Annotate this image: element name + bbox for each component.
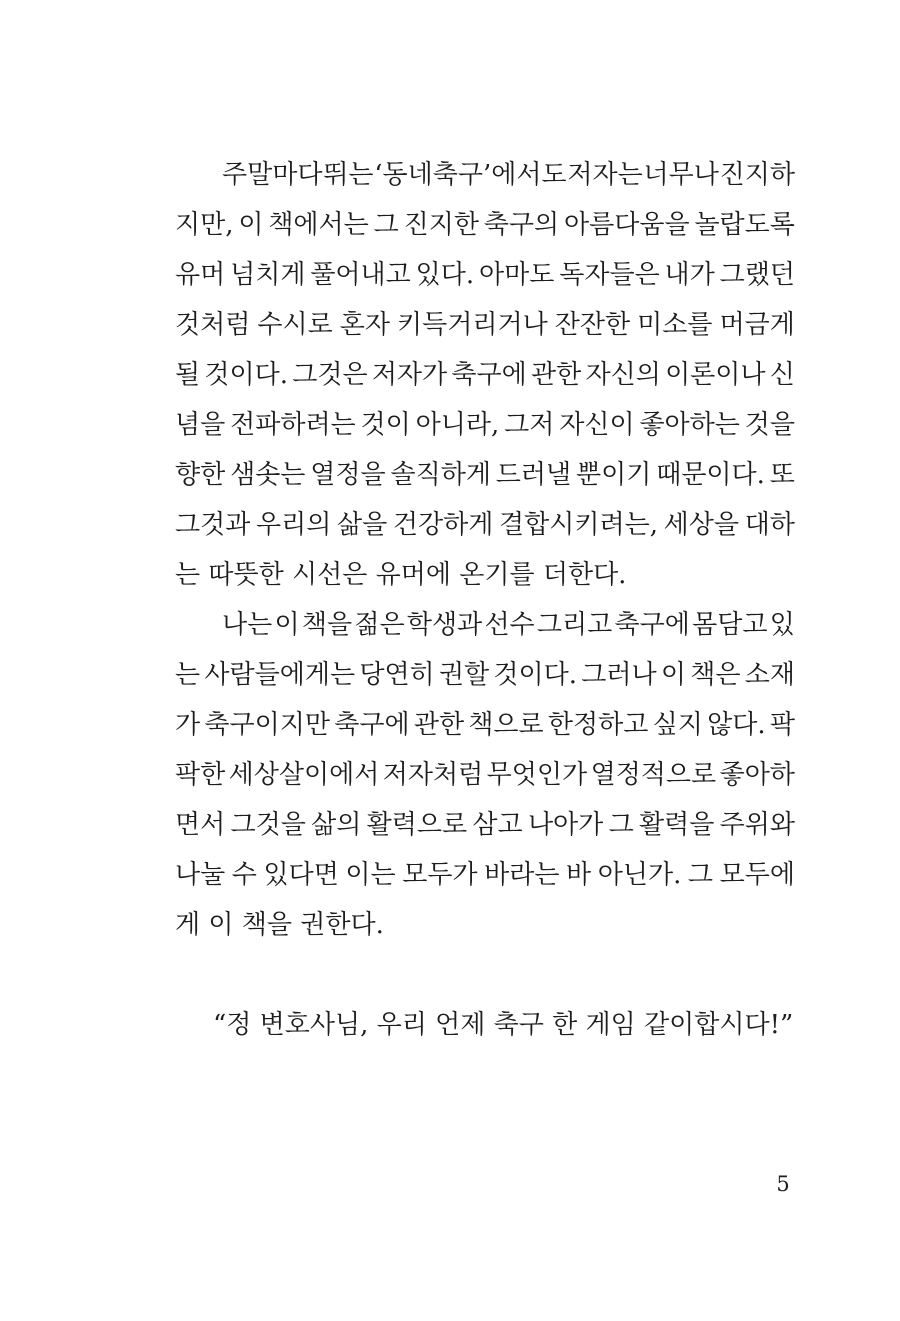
text-word: 미소를 (637, 310, 713, 340)
text-word: 몸담고 (692, 610, 768, 640)
text-word: 유머 (175, 260, 226, 290)
text-word: 자신의 (585, 360, 661, 390)
text-word: 팍 (769, 710, 795, 740)
text-word: 그 (373, 210, 399, 240)
text-word: 키득거리거나 (397, 310, 548, 340)
text-word: 아닌가. (597, 860, 682, 890)
text-word: 전파하려는 (230, 410, 356, 440)
text-word: 저자가 (371, 360, 448, 390)
text-word: 팍한 (175, 760, 226, 790)
text-line (175, 400, 795, 450)
text-word: 너무나 (643, 160, 719, 190)
text-word: 활력을 (638, 810, 715, 840)
text-line (175, 800, 795, 850)
text-line: 게 이 책을 권한다. (175, 910, 384, 940)
text-word: 뛰는 (323, 160, 374, 190)
text-line (175, 850, 795, 900)
text-word: 싶지 (652, 710, 703, 740)
text-word: 축구에 (614, 610, 690, 640)
text-word: 책으로 (468, 710, 544, 740)
text-word: 자신이 (559, 410, 635, 440)
text-word: 이론이나 (665, 360, 766, 390)
text-word: 모두가 (402, 860, 478, 890)
quote-line: “정 변호사님, 우리 언제 축구 한 게임 같이합시다!” (213, 1010, 794, 1040)
text-word: 머금게 (719, 310, 795, 340)
text-word: 책을 (301, 610, 353, 640)
text-word: 않다. (707, 710, 766, 740)
text-word: 그것을 (230, 810, 306, 840)
text-word: 관한 (413, 710, 465, 740)
text-word: 바 (566, 860, 592, 890)
text-word: 선수 (484, 610, 535, 640)
text-word: 소재 (744, 660, 795, 690)
text-word: 권할 (438, 660, 490, 690)
text-word: 그 (608, 810, 634, 840)
text-word: 아름다움을 (564, 210, 690, 240)
text-word: 그 (687, 860, 714, 890)
text-word: 대하 (744, 510, 795, 540)
text-word: 책에서는 (268, 210, 369, 240)
text-word: 것이 (360, 410, 411, 440)
text-word: 세상을 (663, 510, 740, 540)
text-word: 당연히 (359, 660, 435, 690)
text-word: 나아가 (527, 810, 604, 840)
text-word: 바라는 (484, 860, 560, 890)
text-word: 이 (238, 210, 264, 240)
text-word: 관한 (531, 360, 582, 390)
text-word: 아니라, (415, 410, 500, 440)
text-word: 수시로 (257, 310, 333, 340)
text-line (175, 650, 795, 700)
text-word: 이 (660, 660, 687, 690)
text-line (175, 600, 795, 650)
text-word: 신 (769, 360, 795, 390)
text-word: 혼자 (339, 310, 391, 340)
text-word: 우리의 (256, 510, 332, 540)
text-word: 이는 (345, 860, 396, 890)
text-line (175, 350, 795, 400)
text-word: 결합시키려는, (499, 510, 659, 540)
text-word: 이 (274, 610, 300, 640)
text-word: 넘치게 (230, 260, 306, 290)
text-word: 축구이지만 (204, 710, 330, 740)
text-word: 뿐이기 (576, 460, 652, 490)
text-word: 삼고 (472, 810, 523, 840)
text-word: 놀랍도록 (694, 210, 795, 240)
text-word: 있다면 (263, 860, 339, 890)
text-word: 풀어내고 (310, 260, 411, 290)
text-word: 그것과 (175, 510, 251, 540)
text-word: 무엇인가 (486, 760, 588, 790)
text-word: 것이다. (493, 660, 578, 690)
text-word: 축구에 (451, 360, 527, 390)
text-word: 축구에 (334, 710, 410, 740)
text-word: 나눌 (175, 860, 226, 890)
text-word: 수 (231, 860, 257, 890)
text-line (175, 200, 795, 250)
page-number: 5 (776, 1172, 790, 1196)
text-word: 저자는 (567, 160, 643, 190)
text-word: 활력으로 (366, 810, 468, 840)
text-line (175, 750, 795, 800)
text-line (175, 450, 795, 500)
text-word: 모두에 (719, 860, 795, 890)
text-line (175, 500, 795, 550)
text-word: 또 (769, 460, 795, 490)
text-word: 있 (769, 610, 795, 640)
text-word: 한정하고 (547, 710, 649, 740)
text-word: 진지한 (403, 210, 479, 240)
text-word: 주위와 (719, 810, 795, 840)
text-word: 그리고 (536, 610, 613, 640)
text-word: 것을 (744, 410, 795, 440)
text-word: ‘동네축구’에서도 (374, 160, 567, 190)
text-word: 사람들에게는 (204, 660, 356, 690)
text-word: 삶의 (311, 810, 362, 840)
text-word: 드러낼 (495, 460, 572, 490)
text-line (175, 150, 795, 200)
text-word: 때문이다. (656, 460, 765, 490)
text-word: 삶을 (337, 510, 388, 540)
text-line: 는 따뜻한 시선은 유머에 온기를 더한다. (175, 560, 627, 590)
text-word: 나는 (222, 610, 273, 640)
text-word: 향한 (175, 460, 226, 490)
text-word: 지만, (175, 210, 234, 240)
text-word: 책은 (690, 660, 741, 690)
text-word: 는 (175, 660, 201, 690)
body-text (175, 150, 795, 950)
text-word: 것이다. (204, 360, 288, 390)
text-word: 학생과 (406, 610, 483, 640)
text-word: 좋아하 (719, 760, 795, 790)
text-word: 될 (175, 360, 201, 390)
text-word: 축구의 (483, 210, 560, 240)
text-word: 좋아하는 (639, 410, 740, 440)
text-word: 그저 (504, 410, 555, 440)
text-word: 그랬던 (719, 260, 795, 290)
text-word: 가 (175, 710, 201, 740)
text-word: 잔잔한 (554, 310, 631, 340)
text-word: 면서 (175, 810, 226, 840)
text-word: 그것은 (292, 360, 368, 390)
text-word: 샘솟는 (230, 460, 306, 490)
text-word: 그러나 (581, 660, 657, 690)
text-word: 젊은 (354, 610, 405, 640)
text-word: 건강하게 (392, 510, 494, 540)
text-word: 내가 (664, 260, 715, 290)
text-word: 솔직하게 (390, 460, 491, 490)
text-word: 념을 (175, 410, 226, 440)
text-word: 세상살이에서 (228, 760, 380, 790)
text-line (175, 250, 795, 300)
text-word: 열정을 (310, 460, 386, 490)
text-line (175, 700, 795, 750)
text-word: 저자처럼 (382, 760, 484, 790)
text-word: 것처럼 (175, 310, 251, 340)
text-word: 있다. (415, 260, 475, 290)
text-word: 열정적으로 (590, 760, 717, 790)
text-line (175, 300, 795, 350)
text-word: 진지하 (719, 160, 795, 190)
text-word: 독자들은 (559, 260, 660, 290)
text-word: 아마도 (479, 260, 555, 290)
text-word: 주말마다 (222, 160, 323, 190)
